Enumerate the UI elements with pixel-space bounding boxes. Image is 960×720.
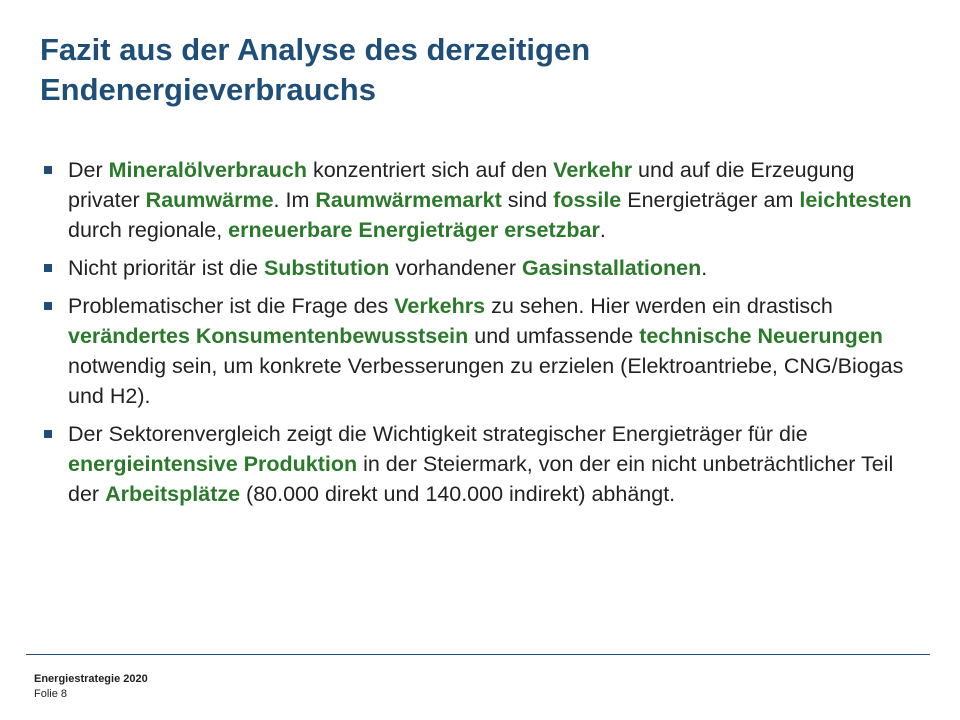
bullet-text: zu sehen. Hier werden ein drastisch	[485, 294, 833, 318]
bullet-text: und auf die Erzeugung privater	[68, 158, 855, 212]
bullet-text: Der	[68, 158, 109, 182]
bullet-text: Energieträger am	[621, 188, 800, 212]
highlighted-term: erneuerbare Energieträger ersetzbar	[228, 218, 600, 242]
slide-title-line-1: Fazit aus der Analyse des derzeitigen	[40, 32, 591, 67]
bullet-text: in der Steiermark, von der ein nicht unbeträchtlicher Teil der	[68, 452, 894, 506]
bullet-list	[40, 155, 920, 517]
highlighted-term: verändertes Konsumentenbewusstsein	[68, 324, 469, 348]
bullet-text: und umfassende	[468, 324, 640, 348]
footer-page-number: Folie 8	[34, 688, 68, 700]
square-bullet-icon	[44, 430, 52, 438]
highlighted-term: Substitution	[263, 256, 390, 280]
bullet-text: (80.000 direkt und 140.000 indirekt) abhängt.	[240, 482, 676, 506]
highlighted-term: Arbeitsplätze	[105, 482, 241, 506]
highlighted-term: leichtesten	[799, 188, 912, 212]
bullet-text: sind	[501, 188, 554, 212]
highlighted-term: Mineralölverbrauch	[108, 158, 307, 182]
bullet-item	[40, 419, 920, 509]
bullet-item	[40, 155, 920, 245]
highlighted-term: Verkehrs	[394, 294, 486, 318]
highlighted-term: technische Neuerungen	[639, 324, 883, 348]
bullet-text: Nicht prioritär ist die	[68, 256, 264, 280]
bullet-text: . Im	[273, 188, 316, 212]
square-bullet-icon	[44, 264, 52, 272]
bullet-item	[40, 291, 920, 411]
footer-title: Energiestrategie 2020	[34, 673, 148, 685]
bullet-text: konzentriert sich auf den	[306, 158, 554, 182]
bullet-text: notwendig sein, um konkrete Verbesserungen zu erzielen (Elektroantriebe, CNG/Biogas und H2).	[68, 354, 904, 408]
bullet-text: Problematischer ist die Frage des	[68, 294, 395, 318]
bullet-item	[40, 253, 920, 283]
footer-divider	[26, 654, 930, 655]
highlighted-term: energieintensive Produktion	[68, 452, 358, 476]
highlighted-term: Raumwärmemarkt	[315, 188, 502, 212]
bullet-text: durch regionale,	[68, 218, 229, 242]
bullet-text: .	[599, 218, 606, 242]
highlighted-term: fossile	[553, 188, 622, 212]
slide-title-line-2: Endenergieverbrauchs	[40, 72, 376, 107]
bullet-text: Der Sektorenvergleich zeigt die Wichtigkeit strategischer Energieträger für die	[68, 422, 808, 446]
bullet-text: .	[701, 256, 708, 280]
slide-title	[40, 30, 920, 110]
highlighted-term: Gasinstallationen	[522, 256, 702, 280]
highlighted-term: Verkehr	[553, 158, 633, 182]
bullet-text: vorhandener	[389, 256, 523, 280]
square-bullet-icon	[44, 302, 52, 310]
highlighted-term: Raumwärme	[145, 188, 274, 212]
square-bullet-icon	[44, 166, 52, 174]
